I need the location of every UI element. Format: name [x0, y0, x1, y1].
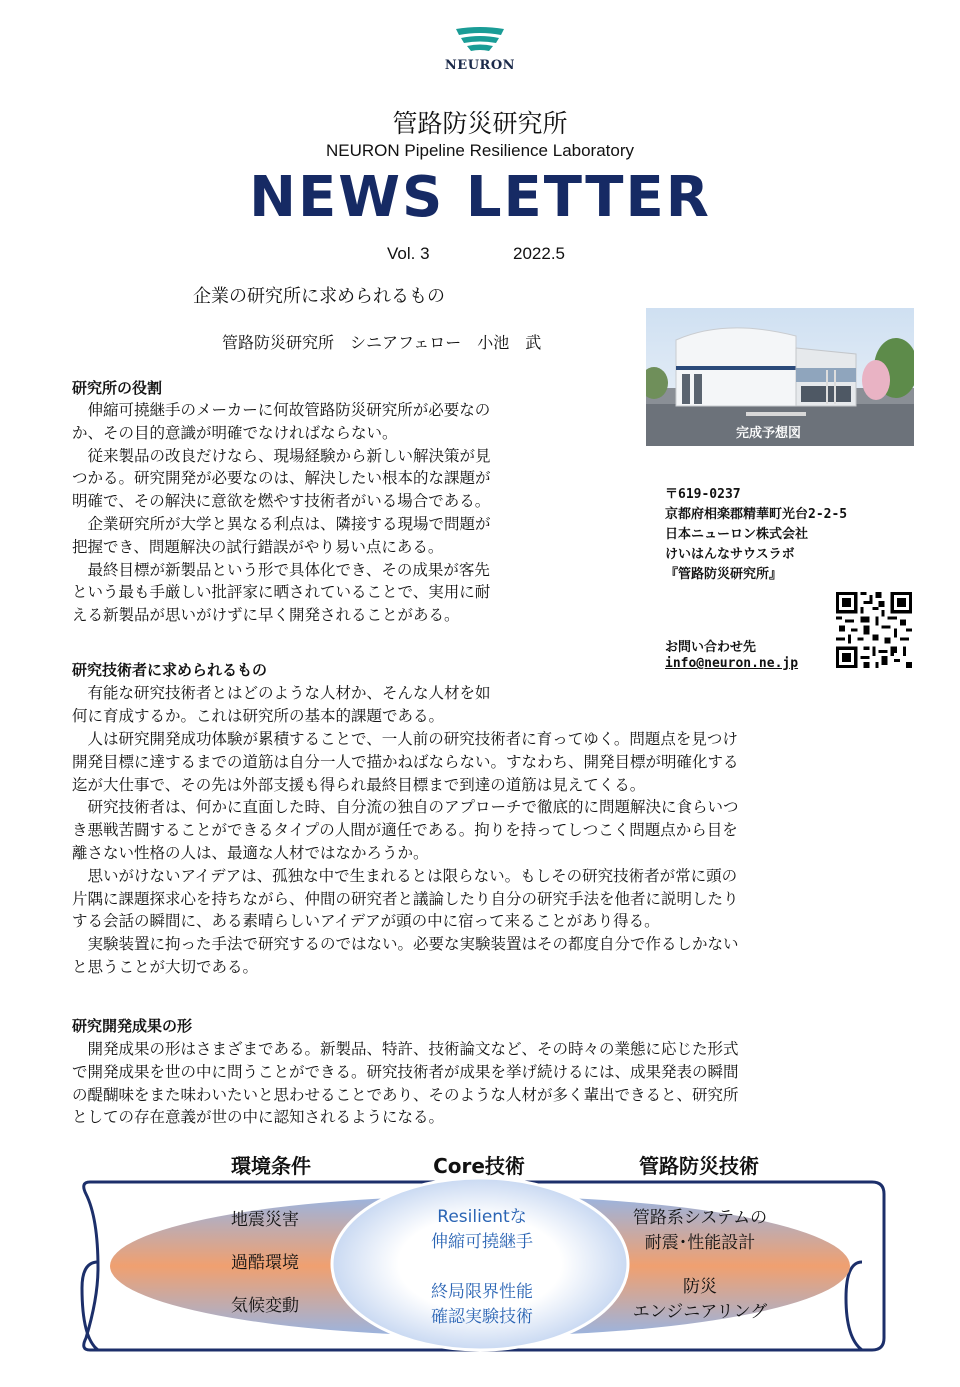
- left-item-earthquake: 地震災害: [231, 1210, 299, 1230]
- article-byline: 管路防災研究所 シニアフェロー 小池 武: [222, 333, 542, 352]
- left-item-harsh-environment: 過酷環境: [231, 1253, 299, 1273]
- diagram-title-core: Core技術: [433, 1154, 525, 1178]
- diagram-title-environment: 環境条件: [231, 1154, 311, 1178]
- photo-caption: 完成予想図: [736, 426, 802, 441]
- left-item-climate: 気候変動: [231, 1296, 299, 1316]
- lab-name: 『管路防災研究所』: [665, 567, 783, 582]
- right-item-disaster: 防災: [683, 1277, 717, 1297]
- right-item-seismic-design: 耐震･性能設計: [644, 1233, 756, 1253]
- section-title-results: 研究開発成果の形: [72, 1017, 193, 1035]
- address-block: [665, 485, 847, 585]
- core-item-resilient: Resilientな: [437, 1207, 527, 1227]
- neuron-logo-icon: [454, 26, 506, 52]
- postal-code: 〒619-0237: [665, 487, 741, 502]
- address-line: 京都府相楽郡精華町光台2-2-5: [665, 507, 848, 522]
- neuron-logo: [420, 26, 540, 76]
- company-name: 日本ニューロン株式会社: [665, 527, 809, 542]
- core-item-limit-performance: 終局限界性能: [431, 1282, 533, 1302]
- lab-name-jp: 管路防災研究所: [392, 109, 568, 138]
- qr-code-icon[interactable]: [836, 592, 912, 668]
- contact-label: お問い合わせ先: [665, 640, 757, 655]
- lab-name-en: NEURON Pipeline Resilience Laboratory: [325, 141, 635, 160]
- diagram-title-pipeline: 管路防災技術: [639, 1154, 759, 1178]
- volume-number: Vol. 3: [387, 244, 430, 263]
- section-body-role: 伸縮可撓継手のメーカーに何故管路防災研究所が必要なの か、その目的意識が明確でなければならない。 従来製品の改良だけなら、現場経験から新しい解決策が見 つかる。研究開発が必要なのは、解決したい根本的な課題が 明確で、その解決に意欲を燃やす技術者がいる場合である。 企業研究所が大学と異なる利点は、隣接する現場で問題が 把握でき、問題解決の試行錯誤がやり易い点にある。 最終目標が新製品という形で具体化でき、その成果が客先 という最も手厳しい批評家に晒されていることで、実用に耐 える新製品が思いがけずに早く開発されることがある。: [72, 401, 491, 625]
- issue-date: 2022.5: [513, 244, 565, 263]
- section-body-researcher-intro: 有能な研究技術者とはどのような人材か、そんな人材を如 何に育成するか。これは研究所の基本的課題である。: [72, 684, 491, 725]
- lab-location: けいはんなサウスラボ: [665, 547, 795, 562]
- logo-wordmark: NEURON: [444, 58, 516, 73]
- core-item-joint: 伸縮可撓継手: [431, 1232, 533, 1252]
- section-title-role: 研究所の役割: [72, 379, 163, 397]
- section-body-researcher: 人は研究開発成功体験が累積することで、一人前の研究技術者に育ってゆく。問題点を見つけ 開発目標に達するまでの道筋は自分一人で描かねばならない。すなわち、開発目標が明確化する 迄が大仕事で、その先は外部支援も得られ最終目標まで到達の道筋は見えてくる。 研究技術者は、何かに直面した時、自分流の独自のアプローチで徹底的に問題解決に食らいつ き悪戦苦闘することができるタイプの人間が適任である。拘りを持ってしつこく問題点から目を 離さない性格の人は、最適な人材ではなかろうか。 思いがけないアイデアは、孤独な中で生まれるとは限らない。もしその研究技術者が常に頭の 片隅に課題探求心を持ちながら、仲間の研究者と議論したり自分の研究手法を他者に説明したり する会話の瞬間に、ある素晴らしいアイデアが頭の中に宿って来ることがあり得る。 実験装置に拘った手法で研究するのではない。必要な実験装置はその都度自分で作るしかない と思うことが大切である。: [72, 730, 739, 976]
- right-item-system: 管路系システムの: [632, 1208, 768, 1228]
- contact-email-link[interactable]: info@neuron.ne.jp: [665, 656, 799, 671]
- right-item-engineering: エンジニアリング: [632, 1302, 768, 1322]
- article-headline: 企業の研究所に求められるもの: [193, 286, 445, 307]
- core-item-test-tech: 確認実験技術: [431, 1307, 533, 1327]
- section-body-results: 開発成果の形はさまざまである。新製品、特許、技術論文など、その時々の業態に応じた形式 で開発成果を世の中に問うことができる。研究技術者が成果を挙げ続けるには、成果発表の瞬間 の醍醐味をまた味わいたいと思わせることであり、そのような人材が多く輩出できると、研究所 としての存在意義が世の中に認知されるようになる。: [72, 1040, 739, 1127]
- newsletter-title: NEWS LETTER: [249, 165, 711, 230]
- section-title-researcher: 研究技術者に求められるもの: [72, 661, 268, 679]
